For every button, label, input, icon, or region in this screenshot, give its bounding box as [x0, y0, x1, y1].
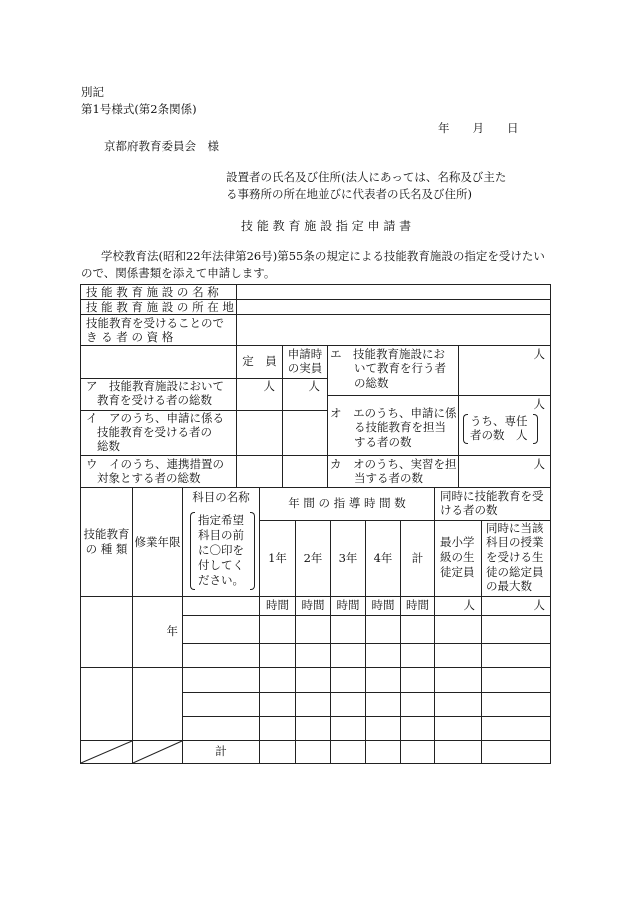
row-a-label-2: 教育を受ける者の総数 — [97, 393, 212, 407]
applicant-line-2: る事務所の所在地並びに代表者の氏名及び住所) — [226, 187, 472, 201]
facility-name-input[interactable] — [237, 285, 550, 299]
duration-header: 修業年限 — [134, 535, 181, 549]
capacity-header: 定 員 — [242, 354, 277, 368]
unit-hours-total: 時間 — [406, 598, 429, 612]
subject-note-5: ださい。 — [198, 573, 244, 587]
unit-hours-y1: 時間 — [266, 598, 289, 612]
row-o-label-2: る技能教育を担当 — [354, 420, 446, 434]
row-ka-label-2: 当する者の数 — [354, 471, 423, 485]
min-class-header-3: 徒定員 — [440, 565, 475, 579]
actual-header-1: 申請時 — [287, 347, 323, 361]
annual-hours-header: 年 間 の 指 導 時 間 数 — [288, 496, 406, 510]
date-field[interactable]: 年 月 日 — [438, 121, 519, 135]
skill-type-input-1[interactable] — [81, 597, 132, 667]
row-o-fulltime-note-2[interactable]: 者の数 人 — [470, 428, 528, 442]
facility-name-label: 技 能 教 育 施 設 の 名 称 — [86, 285, 219, 299]
document-title: 技 能 教 育 施 設 指 定 申 請 書 — [241, 219, 412, 233]
subject-note-4: 付してく — [198, 558, 244, 572]
unit-hours-y3: 時間 — [336, 598, 360, 612]
row-e-unit[interactable]: 人 — [533, 347, 545, 361]
unit-person-max: 人 — [533, 598, 545, 612]
type-header-2: の 種 類 — [85, 542, 128, 556]
type-header-1: 技能教育 — [83, 527, 130, 541]
row-o-label-1: オ エのうち、申請に係 — [330, 406, 457, 420]
row-a-actual-unit[interactable]: 人 — [308, 379, 320, 393]
row-o-label-3: する者の数 — [354, 435, 412, 449]
row-o-fulltime-note-1: うち、専任 — [470, 414, 528, 428]
year-3-header: 3年 — [338, 551, 358, 565]
row-ka-unit[interactable]: 人 — [533, 457, 545, 471]
appendix-label: 別記 — [81, 85, 104, 99]
max-total-header-5: の最大数 — [486, 579, 532, 593]
facility-location-input[interactable] — [237, 300, 550, 314]
qualification-label-1: 技能教育を受けることので — [86, 316, 224, 330]
concurrent-header-1: 同時に技能教育を受 — [440, 489, 544, 503]
body-line-1: 学校教育法(昭和22年法律第26号)第55条の規定による技能教育施設の指定を受けたい — [101, 249, 545, 263]
year-2-header: 2年 — [303, 551, 323, 565]
min-class-header-1: 最小学 — [440, 535, 475, 549]
actual-header-2: の実員 — [287, 361, 323, 375]
concurrent-header-2: ける者の数 — [440, 503, 498, 517]
form-number: 第1号様式(第2条関係) — [81, 102, 197, 116]
row-i-label-1: イ アのうち、申請に係る — [86, 411, 224, 425]
subject-header: 科目の名称 — [192, 490, 250, 504]
row-i-label-2: 技能教育を受ける者の — [97, 425, 212, 439]
skill-type-input-2[interactable] — [81, 668, 132, 740]
subject-input-2[interactable] — [183, 644, 259, 667]
subject-note-1: 指定希望 — [198, 513, 244, 527]
subject-bracket-left — [190, 512, 195, 590]
max-total-header-2: 科目の授業 — [486, 535, 544, 549]
unit-person-min: 人 — [463, 598, 475, 612]
subject-input-1[interactable] — [183, 616, 259, 643]
hours-total-header: 計 — [411, 551, 424, 565]
max-total-header-1: 同時に当該 — [486, 521, 544, 535]
unit-hours-y4: 時間 — [371, 598, 395, 612]
year-4-header: 4年 — [373, 551, 393, 565]
max-total-header-4: 徒の総定員 — [486, 565, 544, 579]
facility-location-label: 技 能 教 育 施 設 の 所 在 地 — [86, 300, 234, 314]
addressee: 京都府教育委員会 様 — [104, 139, 219, 153]
row-e-label-1: エ 技能教育施設にお — [330, 347, 445, 361]
year-1-header: 1年 — [268, 551, 287, 565]
row-i-label-3: 総数 — [97, 439, 120, 453]
applicant-line-1: 設置者の氏名及び住所(法人にあっては、名称及び主た — [226, 170, 507, 184]
qualification-input[interactable] — [237, 315, 550, 345]
row-e-label-3: の総数 — [354, 376, 389, 390]
row-o-unit[interactable]: 人 — [533, 397, 545, 411]
bracket-left — [463, 414, 468, 444]
subject-bracket-right — [250, 512, 255, 590]
body-line-2: ので、関係書類を添えて申請します。 — [81, 266, 276, 280]
row-e-label-2: いて教育を行う者 — [354, 361, 446, 375]
total-label: 計 — [215, 744, 227, 758]
subject-note-2: 科目の前 — [198, 528, 244, 542]
row-u-label-2: 対象とする者の総数 — [97, 471, 201, 485]
qualification-label-2: き る 者 の 資 格 — [86, 330, 174, 344]
unit-hours-y2: 時間 — [301, 598, 325, 612]
max-total-header-3: を受ける生 — [486, 550, 544, 564]
min-class-header-2: 級の生 — [440, 550, 475, 564]
unit-year: 年 — [166, 624, 178, 638]
row-ka-label-1: カ オのうち、実習を担 — [330, 457, 457, 471]
row-a-label-1: ア 技能教育施設において — [86, 379, 224, 393]
row-u-label-1: ウ イのうち、連携措置の — [86, 457, 224, 471]
row-a-capacity-unit[interactable]: 人 — [263, 379, 275, 393]
subject-note-3: に〇印を — [198, 543, 244, 557]
bracket-right — [533, 414, 538, 444]
